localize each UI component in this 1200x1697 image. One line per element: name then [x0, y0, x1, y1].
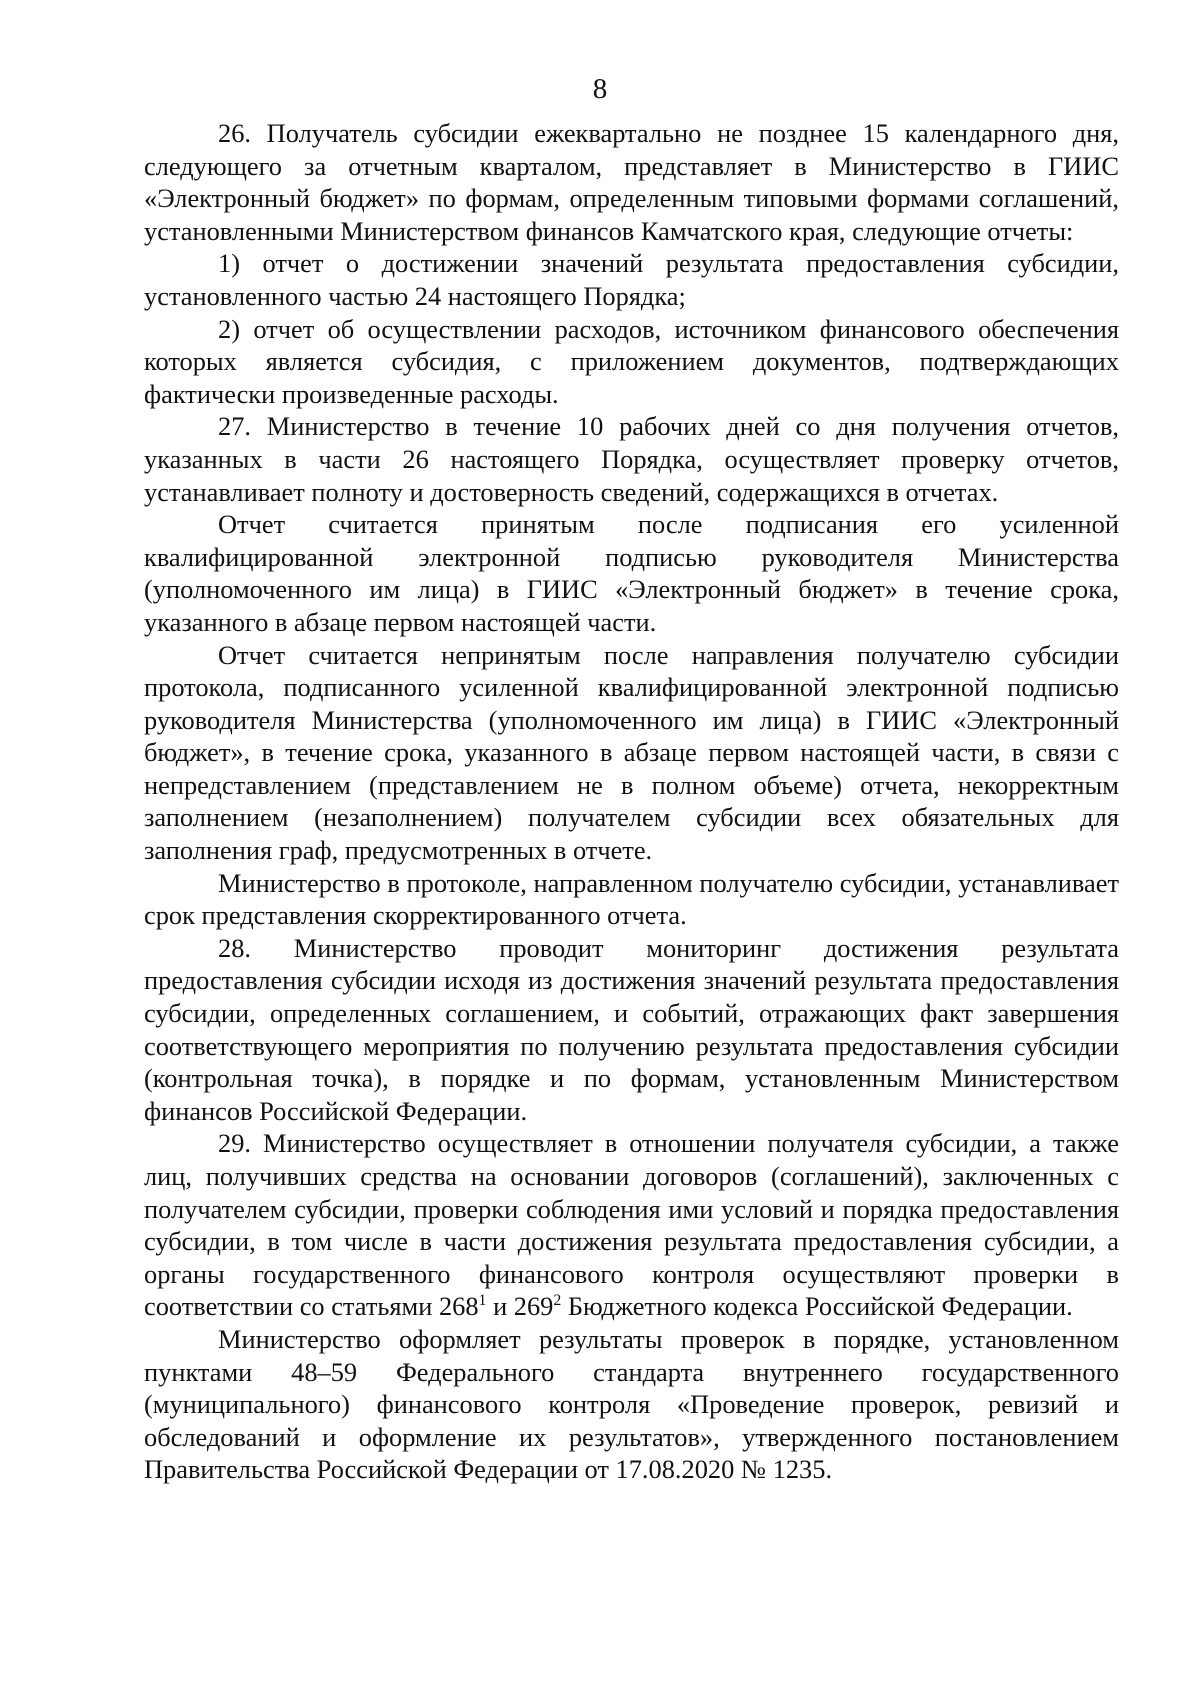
- paragraph-29-inspections: Министерство оформляет результаты проверок в порядке, установленном пунктами 48–59 Федерального стандарта внутреннего государственного (муниципального) финансового контроля «Проведение проверок, ревизий и обследований и оформление их результатов», утвержденного постановлением Правительства Российской Федерации от 17.08.2020 № 1235.: [144, 1323, 1119, 1485]
- paragraph-26-item-1: 1) отчет о достижении значений результата предоставления субсидии, установленного частью 24 настоящего Порядка;: [144, 248, 1119, 311]
- paragraph-26: 26. Получатель субсидии ежеквартально не позднее 15 календарного дня, следующего за отчетным кварталом, представляет в Министерство в ГИИС «Электронный бюджет» по формам, определенным типовыми формами соглашений, установленными Министерством финансов Камчатского края, следующие отчеты:: [144, 118, 1119, 246]
- paragraph-27-protocol: Министерство в протоколе, направленном получателю субсидии, устанавливает срок представления скорректированного отчета.: [144, 867, 1119, 931]
- article-268-superscript: 1: [478, 1292, 487, 1310]
- paragraph-28: 28. Министерство проводит мониторинг достижения результата предоставления субсидии исходя из достижения значений результата предоставления субсидии, определенных соглашением, и событий, отражающих факт завершения соответствующего мероприятия по получению результата предоставления субсидии (контрольная точка), в порядке и по формам, установленным Министерством финансов Российской Федерации.: [144, 932, 1119, 1126]
- paragraph-29-text-c: Бюджетного кодекса Российской Федерации.: [561, 1291, 1073, 1322]
- page-number: 8: [592, 73, 608, 105]
- article-269-superscript: 2: [553, 1292, 562, 1310]
- paragraph-29: [144, 1127, 1119, 1323]
- paragraph-29-text-b: и 269: [486, 1291, 554, 1322]
- document-body: [144, 117, 1119, 1486]
- paragraph-26-item-2: 2) отчет об осуществлении расходов, источником финансового обеспечения которых является субсидия, с приложением документов, подтверждающих фактически произведенные расходы.: [144, 313, 1119, 409]
- paragraph-29-text-a: 29. Министерство осуществляет в отношении получателя субсидии, а также лиц, получивших средства на основании договоров (соглашений), заключенных с получателем субсидии, проверки соблюдения ими условий и порядка предоставления субсидии, в том числе в части достижения результата предоставления субсидии, а органы государственного финансового контроля осуществляют проверки в соответствии со статьями 268: [144, 1128, 1119, 1322]
- paragraph-27-accepted: Отчет считается принятым после подписания его усиленной квалифицированной электронной подписью руководителя Министерства (уполномоченного им лица) в ГИИС «Электронный бюджет» в течение срока, указанного в абзаце первом настоящей части.: [144, 509, 1119, 637]
- paragraph-27: 27. Министерство в течение 10 рабочих дней со дня получения отчетов, указанных в части 26 настоящего Порядка, осуществляет проверку отчетов, устанавливает полноту и достоверность сведений, содержащихся в отчетах.: [144, 411, 1119, 507]
- paragraph-27-rejected: Отчет считается непринятым после направления получателю субсидии протокола, подписанного усиленной квалифицированной электронной подписью руководителя Министерства (уполномоченного им лица) в ГИИС «Электронный бюджет», в течение срока, указанного в абзаце первом настоящей части, в связи с непредставлением (представлением не в полном объеме) отчета, некорректным заполнением (незаполнением) получателем субсидии всех обязательных для заполнения граф, предусмотренных в отчете.: [144, 639, 1119, 866]
